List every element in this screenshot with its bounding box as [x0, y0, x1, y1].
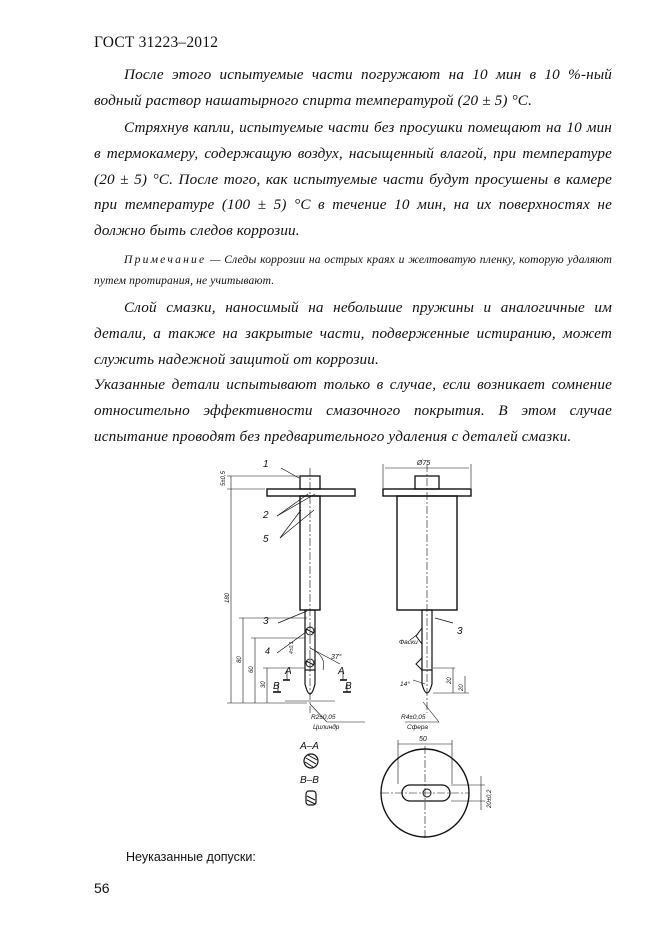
- label-part4: 4: [265, 646, 271, 656]
- dim-20a: 20: [447, 677, 453, 684]
- dim-80: 80: [237, 656, 243, 663]
- section-mark-a2: А: [338, 666, 345, 677]
- dim-20-02: 20±0,2: [487, 789, 493, 808]
- section-mark-b: В: [273, 681, 280, 692]
- label-r-cyl: R2±0,05: [311, 714, 336, 721]
- front-flange: [267, 489, 355, 496]
- page-number: 56: [94, 880, 110, 896]
- dim-small: 4±0,1: [289, 641, 295, 654]
- label-section-bb: В–В: [300, 775, 319, 786]
- note: [94, 249, 612, 291]
- dim-180: 180: [225, 592, 231, 603]
- label-sphere: Сфера: [407, 724, 429, 731]
- technical-drawing: [215, 458, 495, 838]
- note-text: — Следы коррозии на острых краях и желтоватую пленку, которую удаляют путем протирания, не учитывают.: [94, 253, 612, 287]
- dim-60: 60: [249, 666, 255, 673]
- paragraph-3: Слой смазки, наносимый на небольшие пружины и аналогичные им детали, а также на закрытые части, подверженные истиранию, может служить надежной защитой от коррозии.: [94, 299, 612, 368]
- side-view: [383, 464, 471, 722]
- section-mark-b2: В: [345, 681, 352, 692]
- label-part3: 3: [263, 616, 269, 627]
- tolerances-caption: Неуказанные допуски:: [126, 850, 256, 864]
- dim-20b: 20: [459, 684, 465, 691]
- label-part2: 2: [263, 510, 269, 521]
- top-view: [381, 740, 485, 838]
- label-r-sph: R4±0,05: [401, 714, 426, 721]
- dim-30: 30: [261, 681, 267, 688]
- label-faski: Фаски: [399, 639, 418, 646]
- paragraph-2: Стряхнув капли, испытуемые части без просушки помещают на 10 мин в термокамеру, содержащую воздух, насыщенный влагой, при температуре (20 ± 5) °С. После того, как испытуемые части будут просушены в камере при температуре (100 ± 5) °С в течение 10 мин, на их поверхностях не должно быть следов коррозии.: [94, 119, 612, 240]
- paragraph-4: Указанные детали испытывают только в случае, если возникает сомнение относительно эффективности смазочного покрытия. В этом случае испытание проводят без предварительного удаления с деталей смазки.: [94, 376, 612, 445]
- dim-50: 50: [419, 736, 427, 743]
- paragraph-1: После этого испытуемые части погружают на 10 мин в 10 %-ный водный раствор нашатырного спирта температурой (20 ± 5) °С.: [94, 66, 612, 109]
- document-header: ГОСТ 31223–2012: [94, 34, 219, 51]
- dim-top: 5±0,5: [221, 471, 227, 486]
- note-label: Примечание: [124, 253, 207, 266]
- dim-d75: Ø75: [417, 460, 431, 467]
- label-part5: 5: [263, 534, 269, 545]
- label-part3b: 3: [457, 626, 463, 637]
- label-section-aa: А–А: [300, 741, 319, 752]
- drawing-canvas: [215, 458, 495, 838]
- section-mark-a: А: [285, 666, 292, 677]
- dim-14: 14°: [400, 681, 410, 688]
- label-cylinder: Цилиндр: [313, 724, 340, 731]
- dim-37: 37°: [331, 654, 342, 661]
- label-part1: 1: [263, 459, 269, 470]
